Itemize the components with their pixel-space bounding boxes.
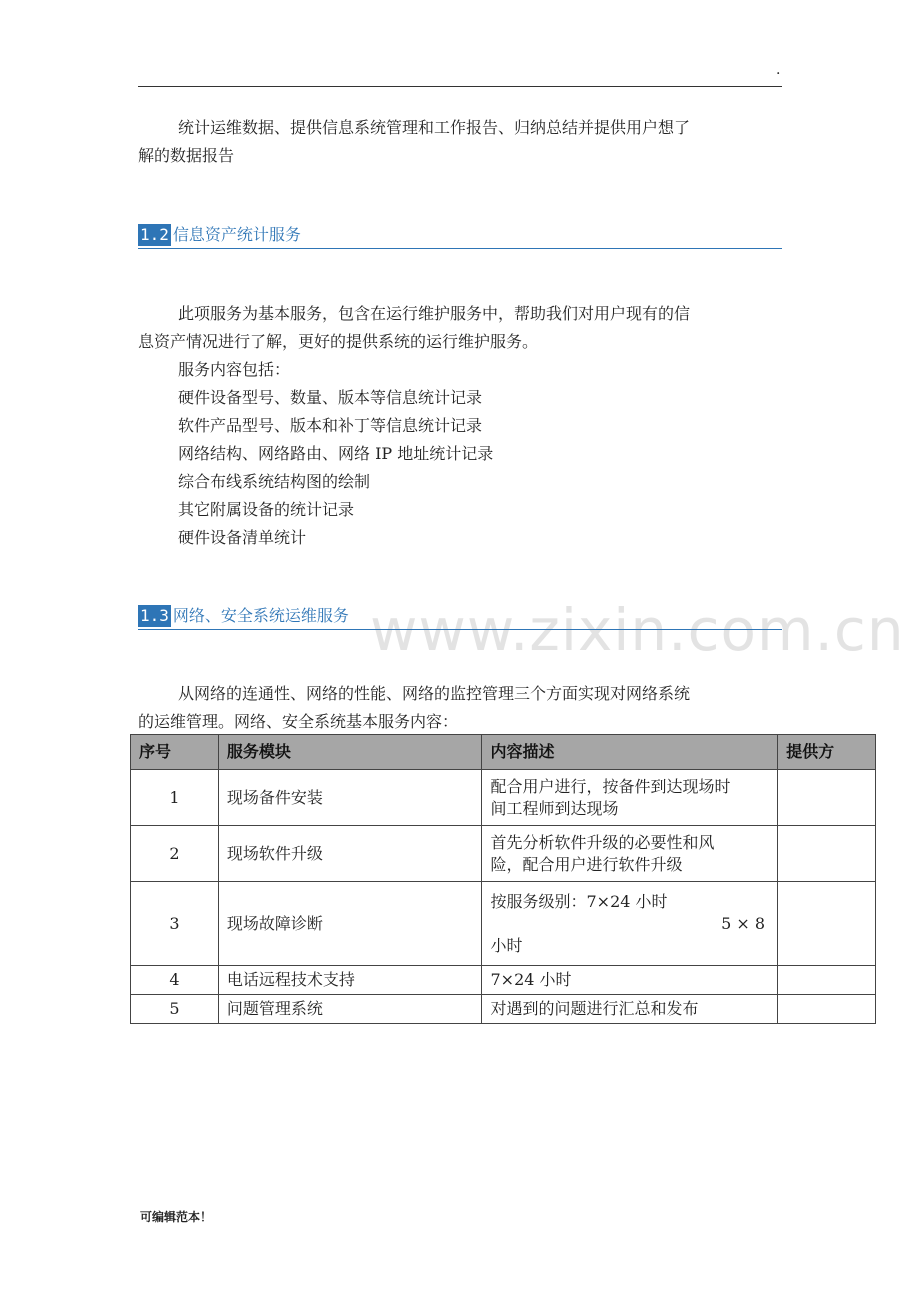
cell-module: 现场软件升级 bbox=[218, 826, 482, 882]
service-content-list bbox=[178, 356, 493, 552]
desc-line: 7×24 小时 bbox=[490, 970, 572, 989]
footer-note: 可编辑范本！ bbox=[140, 1210, 213, 1224]
table-row bbox=[131, 995, 876, 1024]
cell-provider bbox=[778, 826, 876, 882]
header-dot: . bbox=[776, 62, 781, 78]
desc-line: 配合用户进行，按备件到达现场时 bbox=[490, 776, 731, 796]
section-title: 网络、安全系统运维服务 bbox=[172, 606, 349, 625]
desc-line: 首先分析软件升级的必要性和风 bbox=[490, 832, 715, 852]
table-row bbox=[131, 966, 876, 995]
desc-line: 小时 bbox=[490, 935, 523, 955]
desc-line: 间工程师到达现场 bbox=[490, 798, 619, 818]
cell-desc bbox=[482, 826, 778, 882]
para-line-1: 从网络的连通性、网络的性能、网络的监控管理三个方面实现对网络系统 bbox=[178, 684, 691, 703]
section-number: 1.3 bbox=[140, 606, 169, 625]
intro-line-1: 统计运维数据、提供信息系统管理和工作报告、归纳总结并提供用户想了 bbox=[178, 118, 691, 137]
header-rule bbox=[138, 86, 782, 87]
list-item: 硬件设备清单统计 bbox=[178, 528, 307, 547]
desc-line: 险，配合用户进行软件升级 bbox=[490, 854, 683, 874]
header-module: 服务模块 bbox=[218, 735, 482, 770]
watermark: www.zixin.com.cn bbox=[370, 596, 905, 664]
list-item: 软件产品型号、版本和补丁等信息统计记录 bbox=[178, 416, 483, 435]
section-heading-1-3 bbox=[138, 605, 782, 630]
cell-no: 1 bbox=[131, 770, 219, 826]
section-number: 1.2 bbox=[140, 225, 169, 244]
list-item: 综合布线系统结构图的绘制 bbox=[178, 472, 371, 491]
cell-provider bbox=[778, 882, 876, 966]
list-item: 服务内容包括： bbox=[178, 360, 291, 379]
service-table bbox=[130, 734, 876, 1024]
cell-provider bbox=[778, 966, 876, 995]
table-header-row bbox=[131, 735, 876, 770]
cell-desc bbox=[482, 995, 778, 1024]
intro-paragraph bbox=[138, 114, 782, 170]
para-line-2: 的运维管理。网络、安全系统基本服务内容： bbox=[138, 712, 459, 731]
header-desc: 内容描述 bbox=[482, 735, 778, 770]
desc-line: 对遇到的问题进行汇总和发布 bbox=[490, 999, 699, 1018]
para-line-1: 此项服务为基本服务，包含在运行维护服务中，帮助我们对用户现有的信 bbox=[178, 304, 691, 323]
section-1-3-paragraph bbox=[138, 680, 782, 736]
cell-no: 3 bbox=[131, 882, 219, 966]
table-row bbox=[131, 882, 876, 966]
cell-provider bbox=[778, 995, 876, 1024]
desc-line: 5 × 8 bbox=[721, 913, 766, 933]
para-line-2: 息资产情况进行了解，更好的提供系统的运行维护服务。 bbox=[138, 332, 539, 351]
cell-module: 问题管理系统 bbox=[218, 995, 482, 1024]
cell-no: 2 bbox=[131, 826, 219, 882]
cell-module: 电话远程技术支持 bbox=[218, 966, 482, 995]
section-heading-1-2 bbox=[138, 224, 782, 249]
section-title: 信息资产统计服务 bbox=[172, 225, 301, 244]
list-item: 其它附属设备的统计记录 bbox=[178, 500, 355, 519]
cell-desc bbox=[482, 882, 778, 966]
table-row bbox=[131, 770, 876, 826]
list-item: 硬件设备型号、数量、版本等信息统计记录 bbox=[178, 388, 483, 407]
table-row bbox=[131, 826, 876, 882]
cell-no: 5 bbox=[131, 995, 219, 1024]
cell-no: 4 bbox=[131, 966, 219, 995]
list-item: 网络结构、网络路由、网络 IP 地址统计记录 bbox=[178, 444, 494, 463]
section-1-2-paragraph bbox=[138, 300, 782, 356]
header-provider: 提供方 bbox=[778, 735, 876, 770]
cell-provider bbox=[778, 770, 876, 826]
header-no: 序号 bbox=[131, 735, 219, 770]
cell-desc bbox=[482, 966, 778, 995]
cell-desc bbox=[482, 770, 778, 826]
intro-line-2: 解的数据报告 bbox=[138, 146, 235, 165]
desc-line: 按服务级别：7×24 小时 bbox=[490, 891, 668, 911]
cell-module: 现场故障诊断 bbox=[218, 882, 482, 966]
cell-module: 现场备件安装 bbox=[218, 770, 482, 826]
